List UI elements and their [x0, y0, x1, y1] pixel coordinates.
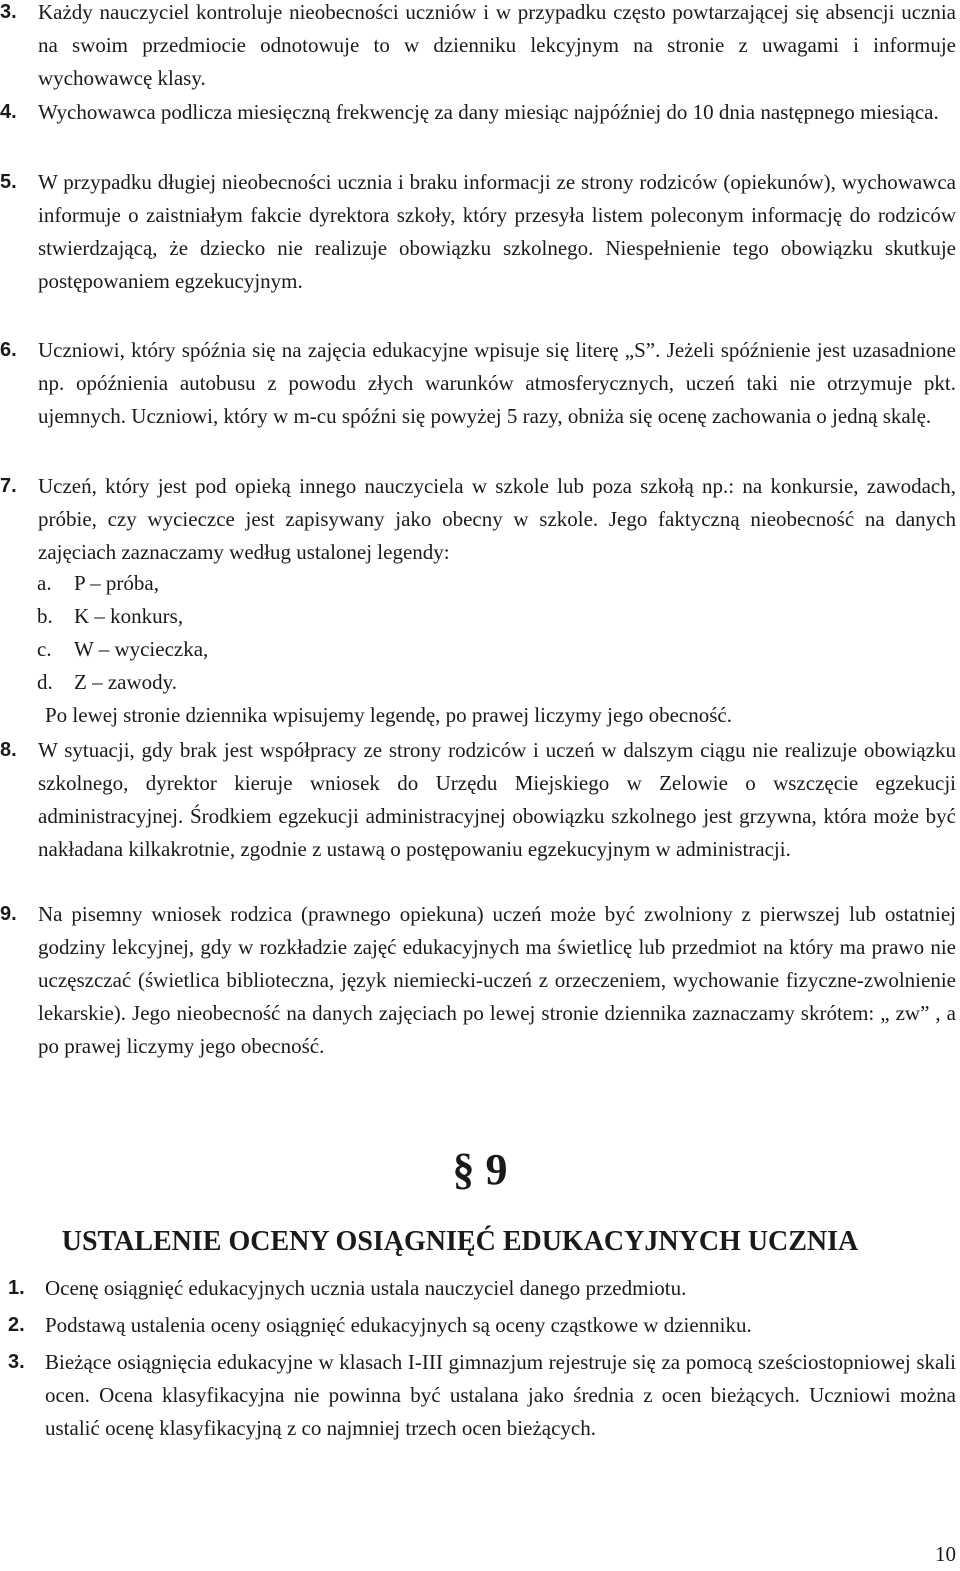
- item-number: 1.: [8, 1277, 25, 1299]
- paragraph-item-8: W sytuacji, gdy brak jest współpracy ze strony rodziców i uczeń w dalszym ciągu nie realizuje obowiązku szkolnego, dyrektor kieruje wniosek do Urzędu Miejskiego w Zelowie o wszczęcie egzekucji administracyjnej. Środkiem egzekucji administracyjnej obowiązku szkolnego jest grzywna, która może być nakładana kilkakrotnie, zgodnie z ustawą o postępowaniu egzekucyjnym w administracji.: [38, 738, 956, 861]
- legend-letter: a.: [37, 571, 52, 595]
- item-number: 6.: [0, 339, 17, 361]
- item-number: 5.: [0, 171, 17, 193]
- paragraph-item-5: W przypadku długiej nieobecności ucznia i braku informacji ze strony rodziców (opiekunów), wychowawca informuje o zaistniałym fakcie dyrektora szkoły, który przesyła listem poleconym informację do rodziców stwierdzającą, że dziecko nie realizuje obowiązku szkolnego. Niespełnienie tego obowiązku skutkuje postępowaniem egzekucyjnym.: [38, 170, 956, 293]
- item-number: 2.: [8, 1314, 25, 1336]
- legend-letter: c.: [37, 637, 52, 661]
- legend-note: Po lewej stronie dziennika wpisujemy legendę, po prawej liczymy jego obecność.: [45, 703, 732, 727]
- legend-text: K – konkurs,: [74, 604, 184, 628]
- legend-letter: d.: [37, 670, 53, 694]
- page-number: 10: [935, 1542, 956, 1566]
- paragraph-grade-1: Ocenę osiągnięć edukacyjnych ucznia ustala nauczyciel danego przedmiotu.: [45, 1276, 687, 1300]
- paragraph-grade-3: Bieżące osiągnięcia edukacyjne w klasach I-III gimnazjum rejestruje się za pomocą sześciostopniowej skali ocen. Ocena klasyfikacyjna nie powinna być ustalana jako średnia z ocen bieżących. Uczniowi można ustalić ocenę klasyfikacyjną z co najmniej trzech ocen bieżących.: [45, 1350, 956, 1440]
- legend-text: Z – zawody.: [74, 670, 178, 694]
- legend-text: P – próba,: [74, 571, 159, 595]
- legend-item: [37, 567, 159, 600]
- item-number: 9.: [0, 903, 17, 925]
- paragraph-item-6: Uczniowi, który spóźnia się na zajęcia edukacyjne wpisuje się literę „S”. Jeżeli spóźnienie jest uzasadnione np. opóźnienia autobusu z powodu złych warunków atmosferycznych, uczeń taki nie otrzymuje pkt. ujemnych. Uczniowi, który w m-cu spóźni się powyżej 5 razy, obniża się ocenę zachowania o jedną skalę.: [38, 338, 956, 428]
- section-mark: § 9: [452, 1145, 508, 1194]
- paragraph-item-9: Na pisemny wniosek rodzica (prawnego opiekuna) uczeń może być zwolniony z pierwszej lub ostatniej godziny lekcyjnej, gdy w rozkładzie zajęć edukacyjnych ma świetlicę lub przedmiot na który ma prawo nie uczęszczać (świetlica biblioteczna, język niemiecki-uczeń z orzeczeniem, wychowanie fizyczne-zwolnienie lekarskie). Jego nieobecność na danych zajęciach po lewej stronie dziennika zaznaczamy skrótem: „ zw” , a po prawej liczymy jego obecność.: [38, 902, 956, 1058]
- item-number: 4.: [0, 101, 17, 123]
- legend-item: [37, 666, 177, 699]
- paragraph-item-7: Uczeń, który jest pod opieką innego nauczyciela w szkole lub poza szkołą np.: na konkursie, zawodach, próbie, czy wycieczce jest zapisywany jako obecny w szkole. Jego faktyczną nieobecność na danych zajęciach zaznaczamy według ustalonej legendy:: [38, 474, 956, 564]
- item-number: 8.: [0, 739, 17, 761]
- item-number: 3.: [0, 1, 17, 23]
- item-number: 7.: [0, 475, 17, 497]
- legend-text: W – wycieczka,: [74, 637, 209, 661]
- item-number: 3.: [8, 1351, 25, 1373]
- legend-item: [37, 600, 183, 633]
- section-title: USTALENIE OCENY OSIĄGNIĘĆ EDUKACYJNYCH UCZNIA: [61, 1226, 859, 1257]
- legend-item: [37, 633, 208, 666]
- paragraph-grade-2: Podstawą ustalenia oceny osiągnięć edukacyjnych są oceny cząstkowe w dzienniku.: [45, 1313, 752, 1337]
- paragraph-item-3: Każdy nauczyciel kontroluje nieobecności uczniów i w przypadku często powtarzającej się absencji ucznia na swoim przedmiocie odnotowuje to w dzienniku lekcyjnym na stronie z uwagami i informuje wychowawcę klasy.: [38, 0, 956, 90]
- paragraph-item-4: Wychowawca podlicza miesięczną frekwencję za dany miesiąc najpóźniej do 10 dnia następnego miesiąca.: [38, 100, 939, 124]
- legend-letter: b.: [37, 604, 53, 628]
